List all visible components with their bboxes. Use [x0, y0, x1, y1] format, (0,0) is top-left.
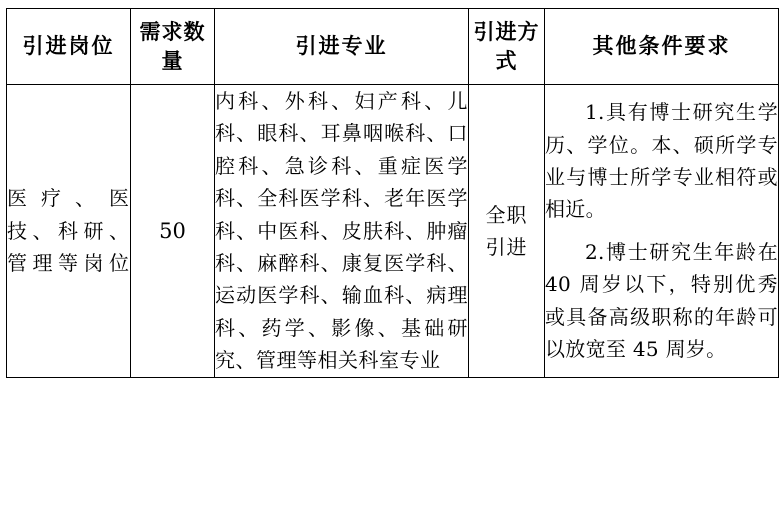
table-row — [7, 85, 779, 378]
cell-mode-line-2: 引进 — [485, 234, 528, 259]
cell-mode — [469, 85, 545, 378]
cell-quantity: 50 — [131, 85, 215, 378]
cell-post: 医疗、医技、科研、管理等岗位 — [7, 85, 131, 378]
cell-mode-line-1: 全职 — [485, 202, 528, 227]
header-post: 引进岗位 — [7, 9, 131, 85]
condition-item-2: 2.博士研究生年龄在 40 周岁以下，特别优秀或具备高级职称的年龄可以放宽至 45 周岁。 — [545, 239, 778, 361]
cell-other-conditions — [545, 85, 779, 378]
header-other-conditions: 其他条件要求 — [545, 9, 779, 85]
cell-major: 内科、外科、妇产科、儿科、眼科、耳鼻咽喉科、口腔科、急诊科、重症医学科、全科医学科、老年医学科、中医科、皮肤科、肿瘤科、麻醉科、康复医学科、运动医学科、输血科、病理科、药学、影像、基础研究、管理等相关科室专业 — [215, 85, 469, 378]
condition-item-1: 1.具有博士研究生学历、学位。本、硕所学专业与博士所学专业相符或相近。 — [545, 100, 778, 222]
header-quantity: 需求数量 — [131, 9, 215, 85]
header-major: 引进专业 — [215, 9, 469, 85]
recruitment-table — [6, 8, 779, 378]
header-mode: 引进方式 — [469, 9, 545, 85]
table-header-row — [7, 9, 779, 85]
